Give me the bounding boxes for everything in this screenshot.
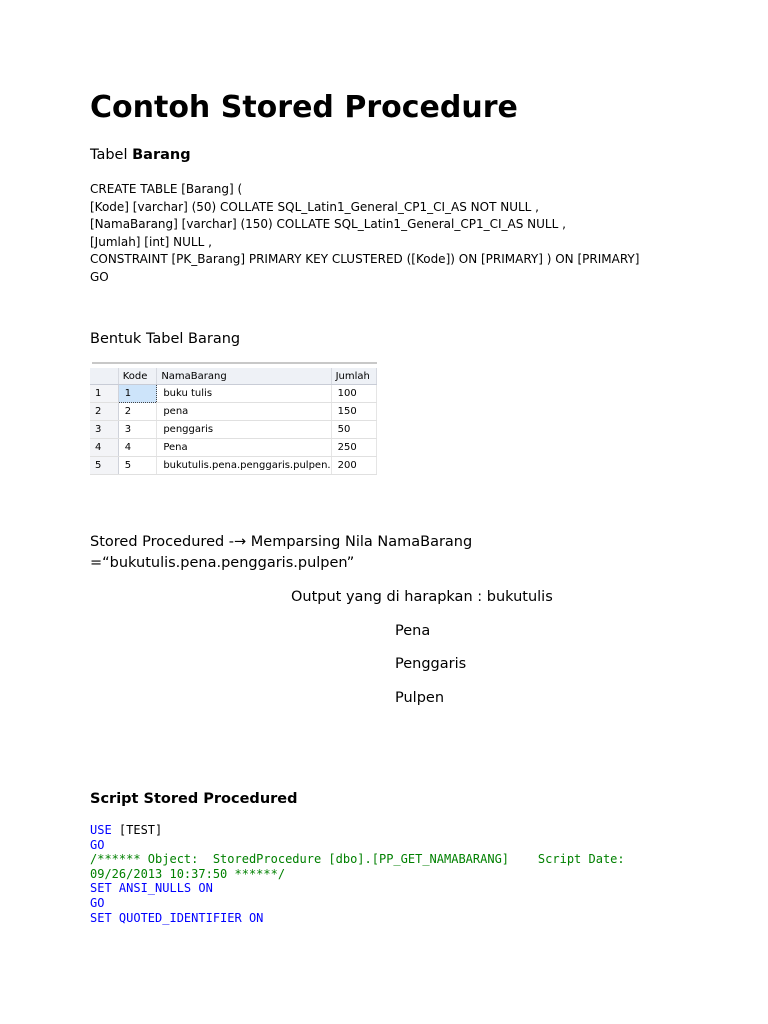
grid-corner-header xyxy=(90,368,118,385)
code-keyword: USE xyxy=(90,823,112,837)
grid-top-border xyxy=(92,362,377,364)
table-label-prefix: Tabel xyxy=(90,147,133,163)
sql-line: CREATE TABLE [Barang] ( xyxy=(90,182,243,196)
sql-line: CONSTRAINT [PK_Barang] PRIMARY KEY CLUSTERED ([Kode]) ON [PRIMARY] ) ON [PRIMARY] xyxy=(90,252,640,266)
create-table-sql xyxy=(90,181,639,286)
code-line: SET QUOTED_IDENTIFIER ON xyxy=(90,910,264,925)
grid-header-row xyxy=(90,368,377,385)
column-header-kode: Kode xyxy=(118,368,157,385)
row-number: 1 xyxy=(90,385,118,403)
code-comment: /****** Object: StoredProcedure [dbo].[PP_GET_NAMABARANG] Script Date: xyxy=(90,852,625,867)
column-header-namabarang: NamaBarang xyxy=(157,368,331,385)
output-item: Penggaris xyxy=(395,656,467,672)
table-row xyxy=(90,457,377,475)
script-heading: Script Stored Procedured xyxy=(90,791,298,807)
cell-kode-selected: 1 xyxy=(118,385,157,403)
code-line: SET ANSI_NULLS ON xyxy=(90,881,213,896)
cell-namabarang: pena xyxy=(157,403,331,421)
bentuk-label: Bentuk Tabel Barang xyxy=(90,331,241,347)
output-item: Pulpen xyxy=(395,690,445,706)
sql-line: GO xyxy=(90,269,109,284)
code-line xyxy=(90,823,625,838)
sql-line: [NamaBarang] [varchar] (150) COLLATE SQL_Latin1_General_CP1_CI_AS NULL , xyxy=(90,217,566,231)
table-row xyxy=(90,421,377,439)
page-title: Contoh Stored Procedure xyxy=(90,90,518,125)
cell-jumlah: 100 xyxy=(331,385,376,403)
cell-namabarang: Pena xyxy=(157,439,331,457)
row-number: 4 xyxy=(90,439,118,457)
code-text: [TEST] xyxy=(111,823,163,837)
stored-procedure-input-value: =“bukutulis.pena.penggaris.pulpen” xyxy=(90,555,355,571)
cell-jumlah: 250 xyxy=(331,439,376,457)
cell-kode: 5 xyxy=(118,457,157,475)
cell-jumlah: 150 xyxy=(331,403,376,421)
output-label: Output yang di harapkan : bukutulis xyxy=(291,589,553,605)
cell-namabarang: bukutulis.pena.penggaris.pulpen. xyxy=(157,457,331,475)
cell-kode: 4 xyxy=(118,439,157,457)
cell-kode: 2 xyxy=(118,403,157,421)
table-label xyxy=(90,147,191,163)
row-number: 3 xyxy=(90,421,118,439)
table-row xyxy=(90,439,377,457)
stored-procedure-description: Stored Procedured -→ Memparsing Nila NamaBarang xyxy=(90,534,473,550)
results-grid-screenshot xyxy=(90,362,377,484)
table-row xyxy=(90,385,377,403)
sql-line: [Kode] [varchar] (50) COLLATE SQL_Latin1_General_CP1_CI_AS NOT NULL , xyxy=(90,199,539,214)
code-comment: 09/26/2013 10:37:50 ******/ xyxy=(90,866,286,881)
code-block xyxy=(90,823,625,925)
row-number: 2 xyxy=(90,403,118,421)
results-grid xyxy=(90,368,377,475)
cell-namabarang: penggaris xyxy=(157,421,331,439)
output-item: Pena xyxy=(395,623,431,639)
sql-line: [Jumlah] [int] NULL , xyxy=(90,234,212,249)
table-row xyxy=(90,403,377,421)
cell-jumlah: 200 xyxy=(331,457,376,475)
cell-namabarang: buku tulis xyxy=(157,385,331,403)
code-line: GO xyxy=(90,895,105,910)
cell-jumlah: 50 xyxy=(331,421,376,439)
table-label-name: Barang xyxy=(132,147,191,163)
row-number: 5 xyxy=(90,457,118,475)
code-line: GO xyxy=(90,837,105,852)
cell-kode: 3 xyxy=(118,421,157,439)
column-header-jumlah: Jumlah xyxy=(331,368,376,385)
